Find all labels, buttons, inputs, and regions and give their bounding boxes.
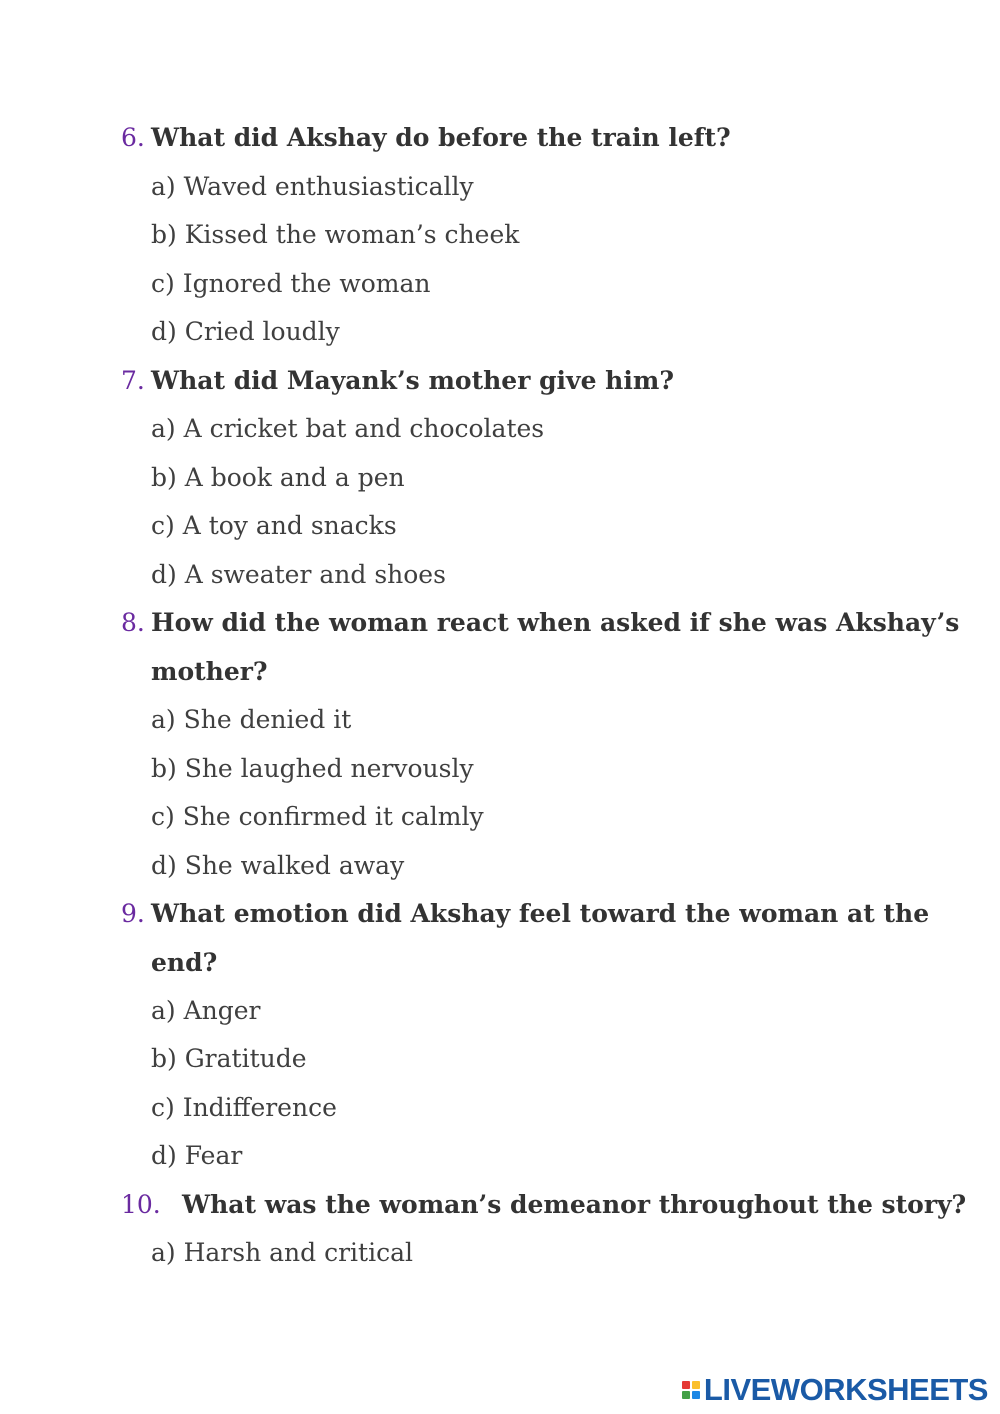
- question-text: What was the woman’s demeanor throughout the story?: [182, 1190, 967, 1219]
- option-text: a) Waved enthusiastically: [151, 172, 474, 201]
- option-text: b) A book and a pen: [151, 463, 405, 492]
- option-text: a) Anger: [151, 996, 261, 1025]
- logo-square-blue: [692, 1391, 700, 1399]
- question-text: What did Akshay do before the train left?: [151, 123, 731, 152]
- question-text: How did the woman react when asked if she was Akshay’s: [151, 608, 960, 637]
- option-text: d) A sweater and shoes: [151, 560, 446, 589]
- question-number: 8.: [121, 608, 145, 637]
- option-text: d) Fear: [151, 1141, 243, 1170]
- question-text-continued: mother?: [151, 657, 268, 686]
- brand-text: LIVEWORKSHEETS: [703, 1372, 988, 1407]
- question-number: 10.: [121, 1190, 161, 1219]
- option-text: c) Indifference: [151, 1093, 337, 1122]
- question-text: What emotion did Akshay feel toward the woman at the: [151, 899, 930, 928]
- liveworksheets-logo-icon: [682, 1381, 700, 1399]
- option-text: a) A cricket bat and chocolates: [151, 414, 545, 443]
- option-text: c) A toy and snacks: [151, 511, 397, 540]
- question-number: 9.: [121, 899, 145, 928]
- option-text: b) Gratitude: [151, 1044, 307, 1073]
- option-text: b) She laughed nervously: [151, 754, 474, 783]
- question-text-continued: end?: [151, 948, 218, 977]
- option-text: d) She walked away: [151, 851, 405, 880]
- question-number: 6.: [121, 123, 145, 152]
- question-text: What did Mayank’s mother give him?: [151, 366, 674, 395]
- option-text: b) Kissed the woman’s cheek: [151, 220, 520, 249]
- logo-square-yellow: [692, 1381, 700, 1389]
- question-number: 7.: [121, 366, 145, 395]
- option-text: a) She denied it: [151, 705, 352, 734]
- option-text: c) She confirmed it calmly: [151, 802, 484, 831]
- liveworksheets-brand[interactable]: [682, 1372, 988, 1408]
- option-text: c) Ignored the woman: [151, 269, 431, 298]
- logo-square-red: [682, 1381, 690, 1389]
- option-text: d) Cried loudly: [151, 317, 340, 346]
- logo-square-green: [682, 1391, 690, 1399]
- option-text: a) Harsh and critical: [151, 1238, 413, 1267]
